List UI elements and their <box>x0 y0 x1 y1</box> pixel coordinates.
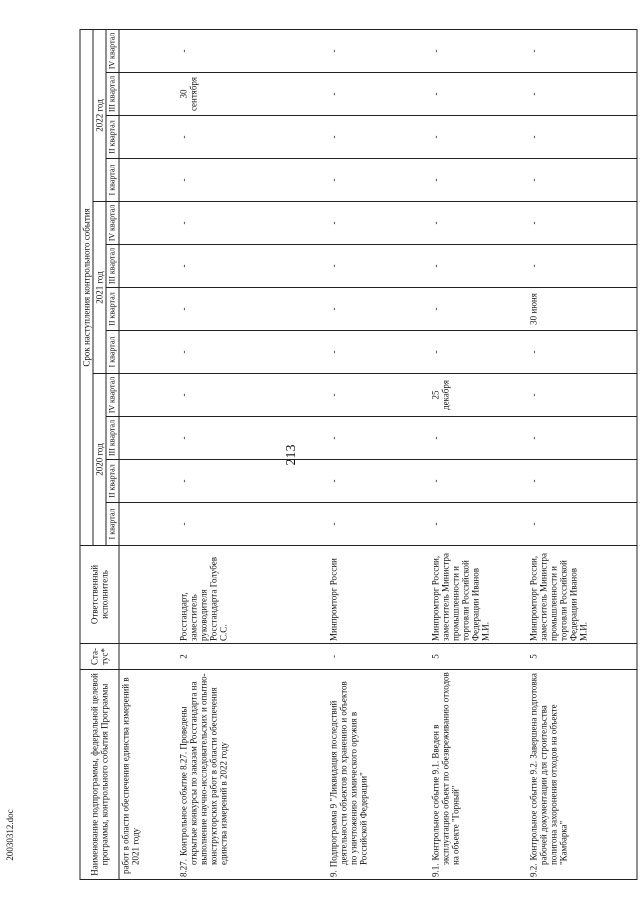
deadline-cell: - <box>429 331 527 374</box>
row-status: 2 <box>177 644 327 670</box>
deadline-cell: - <box>327 29 429 72</box>
row-name-cell <box>327 670 429 880</box>
deadline-cell <box>119 374 177 417</box>
deadline-cell: - <box>429 245 527 288</box>
deadline-cell <box>119 331 177 374</box>
table-row <box>429 29 527 879</box>
deadline-cell: - <box>527 73 637 116</box>
row-name-cell <box>527 670 637 880</box>
table-row <box>119 29 177 879</box>
document-filename: 20030312.doc <box>5 809 15 861</box>
deadline-cell: - <box>327 331 429 374</box>
row-name: Контрольное событие 8.27. Проведены открытые конкурсы по заказам Росстандарта на выполнение научно-исследовательских и опытно-конструкторских работ в области обеспечения единства измерений в 2022 году <box>178 673 228 865</box>
deadline-cell: - <box>327 503 429 546</box>
header-quarter: IV квартал <box>106 202 119 245</box>
header-year-2020: 2020 год <box>93 374 106 546</box>
header-responsible: Ответственный исполнитель <box>80 546 119 644</box>
deadline-cell: - <box>327 288 429 331</box>
page-number: 213 <box>284 444 299 466</box>
row-name: Подпрограмма 9 "Ликвидация последствий деятельности объектов по хранению и объектов по уничтожению химического оружия в Российской Федерации" <box>328 681 368 868</box>
deadline-cell: - <box>177 503 327 546</box>
header-quarter: II квартал <box>106 288 119 331</box>
header-deadline: Срок наступления контрольного события <box>80 29 93 545</box>
row-status <box>119 644 177 670</box>
deadline-cell: - <box>327 159 429 202</box>
table-row <box>177 29 327 879</box>
row-status: 5 <box>429 644 527 670</box>
deadline-cell: - <box>527 29 637 72</box>
row-name-cell <box>429 670 527 880</box>
deadline-cell: - <box>327 73 429 116</box>
deadline-cell <box>119 159 177 202</box>
deadline-cell: - <box>177 159 327 202</box>
deadline-cell: - <box>177 288 327 331</box>
deadline-cell <box>119 29 177 72</box>
deadline-cell: - <box>327 202 429 245</box>
header-quarter: IV квартал <box>106 374 119 417</box>
header-quarter: I квартал <box>106 503 119 546</box>
deadline-cell: - <box>177 29 327 72</box>
deadline-cell: - <box>327 245 429 288</box>
header-status: Ста-тус* <box>80 644 119 670</box>
deadline-cell: - <box>429 288 527 331</box>
deadline-cell <box>119 73 177 116</box>
header-quarter: III квартал <box>106 73 119 116</box>
header-quarter: I квартал <box>106 159 119 202</box>
header-year-2022: 2022 год <box>93 29 106 201</box>
table-body <box>119 29 637 879</box>
deadline-cell: - <box>177 245 327 288</box>
row-name: работ в области обеспечения единства измерений в 2021 году <box>120 677 141 874</box>
deadline-cell <box>119 460 177 503</box>
row-status: - <box>327 644 429 670</box>
header-quarter: IV квартал <box>106 29 119 72</box>
deadline-cell <box>119 417 177 460</box>
header-quarter: III квартал <box>106 417 119 460</box>
deadline-cell: - <box>177 116 327 159</box>
deadline-cell: - <box>429 460 527 503</box>
deadline-cell: - <box>429 417 527 460</box>
deadline-cell: 30 июня <box>527 288 637 331</box>
deadline-cell <box>119 503 177 546</box>
row-name-cell <box>177 670 327 880</box>
deadline-cell: - <box>429 116 527 159</box>
deadline-cell: - <box>327 116 429 159</box>
deadline-cell <box>119 288 177 331</box>
deadline-cell: - <box>429 159 527 202</box>
deadline-cell: - <box>527 159 637 202</box>
deadline-cell: - <box>177 331 327 374</box>
header-quarter: II квартал <box>106 460 119 503</box>
deadline-cell: - <box>429 202 527 245</box>
deadline-cell <box>119 245 177 288</box>
deadline-cell: 30 сентября <box>177 73 327 116</box>
deadline-cell: - <box>527 417 637 460</box>
deadline-cell: - <box>327 417 429 460</box>
deadline-cell: - <box>177 374 327 417</box>
row-name: Контрольное событие 9.2. Завершена подготовка рабочей документации для строительства полигона захоронения отходов на объекте "Камбарка" <box>528 673 568 865</box>
deadline-cell: - <box>177 417 327 460</box>
row-responsible: Минпромторг России <box>327 546 429 644</box>
deadline-cell: - <box>527 245 637 288</box>
deadline-cell: - <box>527 374 637 417</box>
deadline-cell: - <box>527 116 637 159</box>
deadline-cell: - <box>327 460 429 503</box>
row-name: Контрольное событие 9.1. Введен в эксплуатацию объект по обезвреживанию отходов на объекте "Горный" <box>430 672 460 865</box>
table-header <box>80 29 119 879</box>
deadline-cell: - <box>177 460 327 503</box>
deadline-cell: - <box>527 460 637 503</box>
row-responsible <box>119 546 177 644</box>
row-number: 9.1. <box>430 863 440 877</box>
rotated-table-container <box>80 30 625 880</box>
deadline-cell: - <box>429 73 527 116</box>
deadline-cell: - <box>527 202 637 245</box>
row-status: 5 <box>527 644 637 670</box>
row-number: 9. <box>328 870 338 877</box>
table-row <box>527 29 637 879</box>
header-year-2021: 2021 год <box>93 202 106 374</box>
row-responsible: Минпромторг России, заместитель Министра промышленности и торговли Российской Федерации Иванов М.И. <box>429 546 527 644</box>
control-events-table <box>80 29 638 880</box>
header-name: Наименование подпрограммы, федеральной целевой программы, контрольного события Программы <box>80 670 119 880</box>
row-name-cell <box>119 670 177 880</box>
deadline-cell: - <box>429 503 527 546</box>
row-responsible: Минпромторг России, заместитель Министра промышленности и торговли Российской Федерации Иванов М.И. <box>527 546 637 644</box>
row-number: 9.2. <box>528 863 538 877</box>
deadline-cell: - <box>527 331 637 374</box>
deadline-cell <box>119 202 177 245</box>
header-quarter: III квартал <box>106 245 119 288</box>
table-row <box>327 29 429 879</box>
deadline-cell: 25 декабря <box>429 374 527 417</box>
deadline-cell: - <box>327 374 429 417</box>
header-quarter: I квартал <box>106 331 119 374</box>
deadline-cell: - <box>527 503 637 546</box>
row-number: 8.27. <box>178 859 188 877</box>
header-quarter: II квартал <box>106 116 119 159</box>
deadline-cell: - <box>177 202 327 245</box>
deadline-cell: - <box>429 29 527 72</box>
deadline-cell <box>119 116 177 159</box>
row-responsible: Росстандарт, заместитель руководителя Росстандарта Голубев С.С. <box>177 546 327 644</box>
